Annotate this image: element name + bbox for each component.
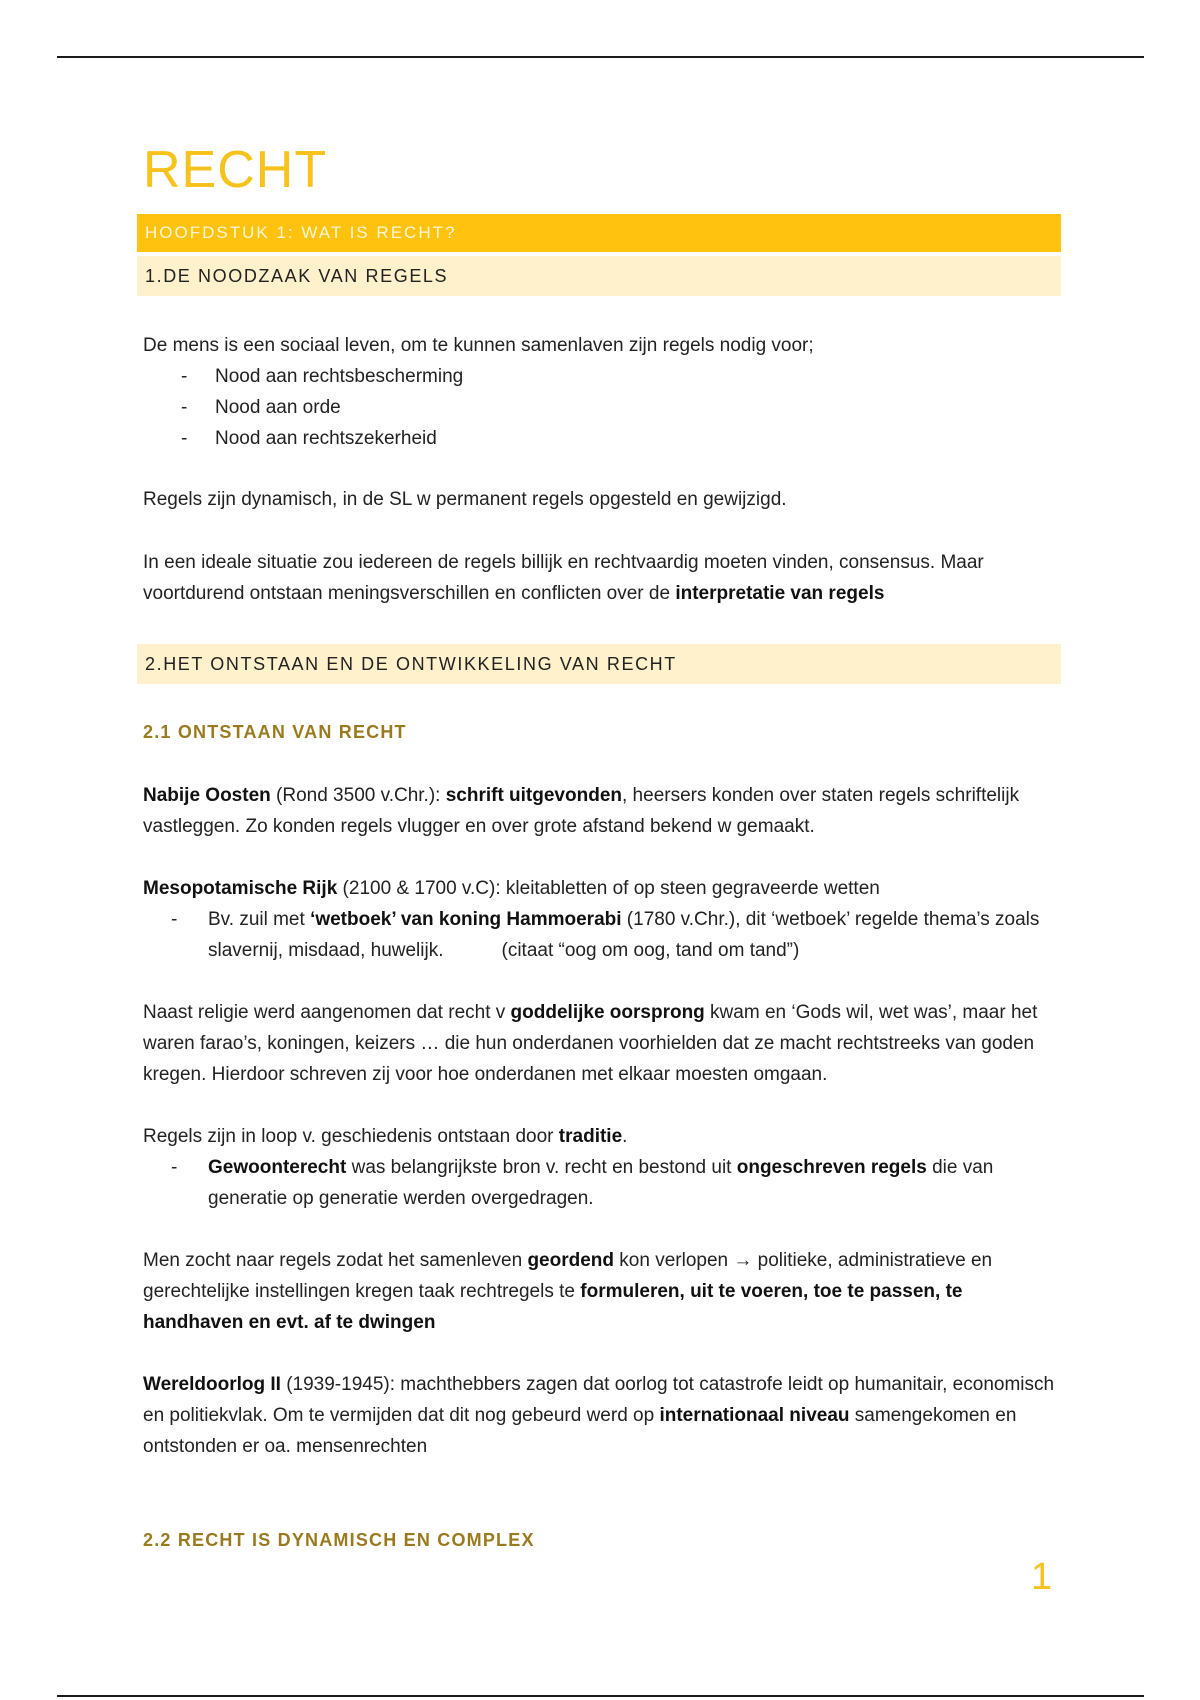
hammoerabi-list xyxy=(143,904,1063,966)
paragraph-wereldoorlog: Wereldoorlog II (1939-1945): machthebbers zagen dat oorlog tot catastrofe leidt op humanitair, economisch en politiekvlak. Om te vermijden dat dit nog gebeurd werd op internationaal niveau samengekomen en ontstonden er oa. mensenrechten xyxy=(143,1374,1055,1457)
paragraph-goddelijk: Naast religie werd aangenomen dat recht v goddelijke oorsprong kwam en ‘Gods wil, wet was’, maar het waren farao’s, koningen, keizers … die hun onderdanen voorhielden dat ze macht rechtstreeks van goden kregen. Hierdoor schreven zij voor hoe onderdanen met elkaar moesten omgaan. xyxy=(143,1002,1038,1085)
paragraph-dynamic: Regels zijn dynamisch, in de SL w permanent regels opgesteld en gewijzigd. xyxy=(143,489,787,510)
list-item: - Bv. zuil met ‘wetboek’ van koning Hammoerabi (1780 v.Chr.), dit ‘wetboek’ regelde thema’s zoals slavernij, misdaad, huwelijk. (citaat “oog om oog, tand om tand”) xyxy=(143,904,1063,966)
list-item: - Nood aan rechtszekerheid xyxy=(143,423,1063,454)
paragraph-geordend: Men zocht naar regels zodat het samenleven geordend kon verlopen → politieke, administratieve en gerechtelijke instellingen kregen taak rechtregels te formuleren, uit te voeren, toe te passen, te handhaven en evt. af te dwingen xyxy=(143,1250,993,1333)
paragraph-nabije-oosten: Nabije Oosten (Rond 3500 v.Chr.): schrift uitgevonden, heersers konden over staten regels schriftelijk vastleggen. Zo konden regels vlugger en over grote afstand bekend w gemaakt. xyxy=(143,785,1020,837)
list-item: - Gewoonterecht was belangrijkste bron v. recht en bestond uit ongeschreven regels die van generatie op generatie werden overgedragen. xyxy=(143,1152,1063,1214)
chapter-heading: HOOFDSTUK 1: WAT IS RECHT? xyxy=(137,214,1061,252)
top-rule xyxy=(57,56,1144,58)
section-heading-1: 1.DE NOODZAAK VAN REGELS xyxy=(137,256,1061,296)
page-number: 1 xyxy=(1031,1556,1053,1598)
bottom-rule xyxy=(57,1695,1144,1697)
list-item: - Nood aan rechtsbescherming xyxy=(143,361,1063,392)
paragraph-intro: De mens is een sociaal leven, om te kunnen samenlaven zijn regels nodig voor; xyxy=(143,335,814,356)
subsection-heading-2-1: 2.1 ONTSTAAN VAN RECHT xyxy=(143,722,407,742)
needs-list xyxy=(143,361,1063,454)
gewoonterecht-list xyxy=(143,1152,1063,1214)
paragraph-ideal: In een ideale situatie zou iedereen de regels billijk en rechtvaardig moeten vinden, consensus. Maar voortdurend ontstaan meningsverschillen en conflicten over de interpretatie van regels xyxy=(143,552,984,604)
list-item: - Nood aan orde xyxy=(143,392,1063,423)
document-title: RECHT xyxy=(143,141,328,199)
subsection-heading-2-2: 2.2 RECHT IS DYNAMISCH EN COMPLEX xyxy=(143,1530,535,1550)
paragraph-mesopotamie: Mesopotamische Rijk (2100 & 1700 v.C): kleitabletten of op steen gegraveerde wetten xyxy=(143,878,880,899)
paragraph-traditie: Regels zijn in loop v. geschiedenis ontstaan door traditie. xyxy=(143,1126,628,1147)
section-heading-2: 2.HET ONTSTAAN EN DE ONTWIKKELING VAN RECHT xyxy=(137,644,1061,684)
